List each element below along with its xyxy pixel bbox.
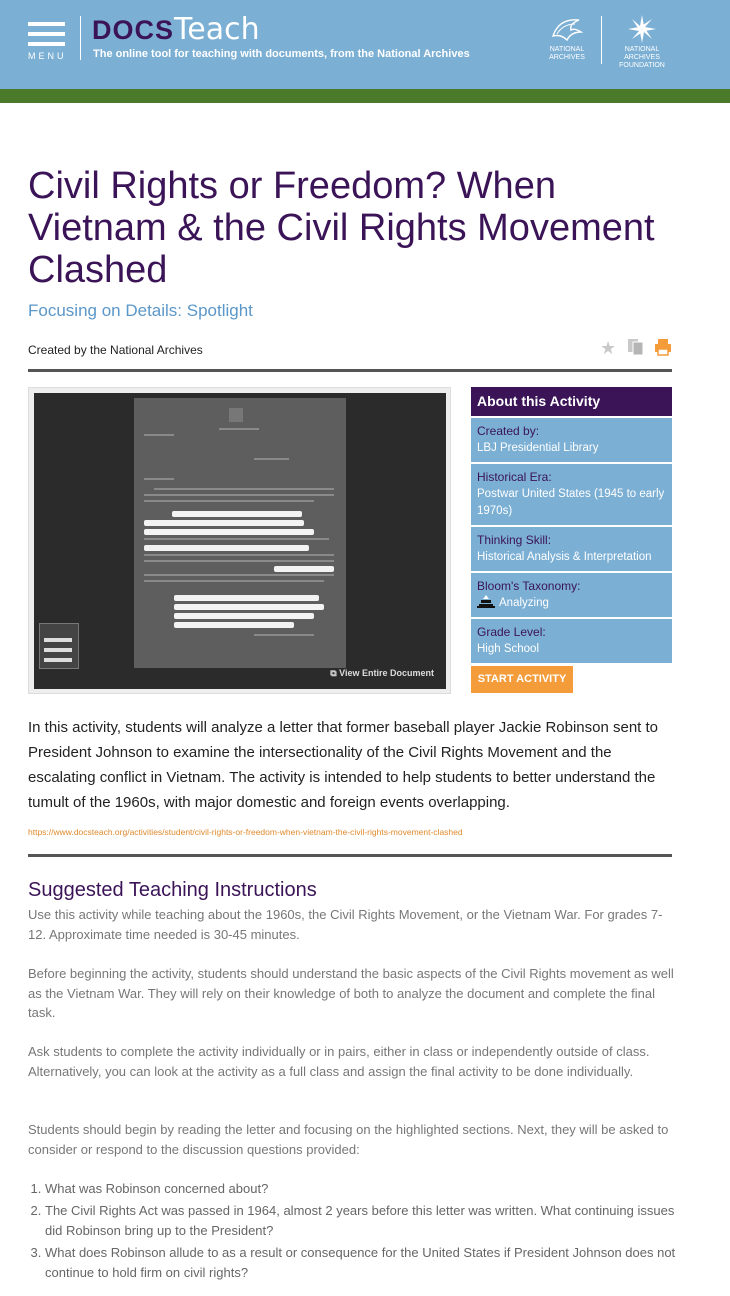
logo-teach: Teach [174, 12, 260, 47]
national-archives-logo[interactable] [540, 14, 594, 62]
view-label: View Entire Document [339, 668, 434, 678]
site-header [0, 0, 730, 89]
about-label: Thinking Skill: [477, 533, 552, 547]
about-label: Grade Level: [477, 625, 546, 639]
about-value[interactable]: LBJ Presidential Library [477, 442, 599, 454]
document-preview[interactable] [28, 387, 451, 694]
partner2-label: NATIONAL ARCHIVES FOUNDATION [619, 46, 665, 69]
view-entire-document-link[interactable] [330, 668, 434, 679]
list-item: 1. What was Robinson concerned about? [45, 1179, 695, 1199]
activity-type: Focusing on Details: Spotlight [28, 301, 253, 320]
site-tagline: The online tool for teaching with documents, from the National Archives [93, 48, 470, 60]
about-item-created-by [471, 418, 672, 462]
list-item: 2. The Civil Rights Act was passed in 1964, almost 2 years before this letter was written. What continuing issues did Robinson bring up to the President? [45, 1201, 695, 1241]
activity-url[interactable]: https://www.docsteach.org/activities/student/civil-rights-or-freedom-when-vietnam-the-civil-rights-movement-clashed [28, 827, 463, 837]
letter-image [134, 398, 346, 668]
page-thumbnail[interactable] [39, 623, 79, 669]
about-label: Bloom's Taxonomy: [477, 579, 581, 593]
document-viewer [34, 393, 446, 689]
activity-description: In this activity, students will analyze a letter that former baseball player Jackie Robinson sent to President Johnson to examine the intersectionality of the Civil Rights Movement and the escalating conflict in Vietnam. The activity is intended to help students to better understand the tumult of the 1960s, with major domestic and foreign events overlapping. [28, 719, 659, 811]
star-burst-icon [627, 14, 657, 44]
instructions-paragraph: Before beginning the activity, students should understand the basic aspects of the Civil Rights movement as well as the Vietnam War. They will rely on their knowledge of both to analyze the document and complete the final task. [28, 966, 674, 1020]
hamburger-bar [28, 32, 65, 36]
instructions-paragraph: Ask students to complete the activity individually or in pairs, either in class or independently outside of class. Alternatively, you can look at the activity as a full class and assign the final activity to be done individually. [28, 1044, 650, 1079]
hamburger-icon [28, 22, 65, 26]
partner-divider [601, 16, 602, 64]
list-item: 3. What does Robinson allude to as a result or consequence for the United States if President Johnson does not continue to hold firm on civil rights? [45, 1243, 695, 1283]
print-icon[interactable] [654, 338, 674, 358]
instructions-heading: Suggested Teaching Instructions [28, 879, 317, 901]
copy-icon[interactable] [627, 338, 647, 358]
about-item-thinking-skill [471, 527, 672, 571]
logo-docs: DOCS [92, 15, 175, 45]
about-heading: About this Activity [471, 387, 672, 416]
docsteach-logo[interactable] [92, 12, 260, 47]
favorite-star-icon[interactable]: ★ [600, 338, 617, 358]
about-label: Historical Era: [477, 470, 552, 484]
about-value-row[interactable] [477, 595, 666, 612]
header-accent-bar [0, 89, 730, 103]
created-by: Created by the National Archives [28, 343, 203, 357]
divider [28, 854, 672, 857]
discussion-questions [28, 1179, 695, 1285]
eagle-icon [549, 14, 585, 44]
pyramid-icon [477, 595, 495, 608]
menu-label: MENU [28, 51, 67, 61]
about-item-grade-level [471, 619, 672, 663]
external-link-icon: ⧉ [330, 668, 340, 678]
about-item-historical-era [471, 464, 672, 525]
start-activity-button[interactable]: START ACTIVITY [471, 666, 573, 693]
about-value[interactable]: Historical Analysis & Interpretation [477, 551, 652, 563]
highlight [172, 511, 302, 517]
about-activity-panel [471, 387, 672, 663]
about-value[interactable]: Postwar United States (1945 to early 1970s) [477, 488, 665, 517]
seal-icon [229, 408, 243, 422]
partner1-label: NATIONAL ARCHIVES [549, 46, 585, 61]
page-title: Civil Rights or Freedom? When Vietnam & the Civil Rights Movement Clashed [28, 165, 655, 291]
hamburger-bar [28, 42, 65, 46]
instructions-paragraph: Use this activity while teaching about the 1960s, the Civil Rights Movement, or the Vietnam War. For grades 7-12. Approximate time needed is 30-45 minutes. [28, 907, 663, 942]
header-divider [80, 16, 81, 60]
about-value[interactable]: High School [477, 643, 540, 655]
menu-button[interactable] [28, 22, 66, 64]
about-label: Created by: [477, 424, 540, 438]
instructions-paragraph: Students should begin by reading the letter and focusing on the highlighted sections. Next, they will be asked to consider or respond to the discussion questions provided: [28, 1122, 669, 1157]
about-item-blooms-taxonomy [471, 573, 672, 617]
divider [28, 369, 672, 372]
about-value: Analyzing [499, 597, 549, 609]
archives-foundation-logo[interactable] [610, 14, 674, 70]
highlight [174, 595, 319, 601]
